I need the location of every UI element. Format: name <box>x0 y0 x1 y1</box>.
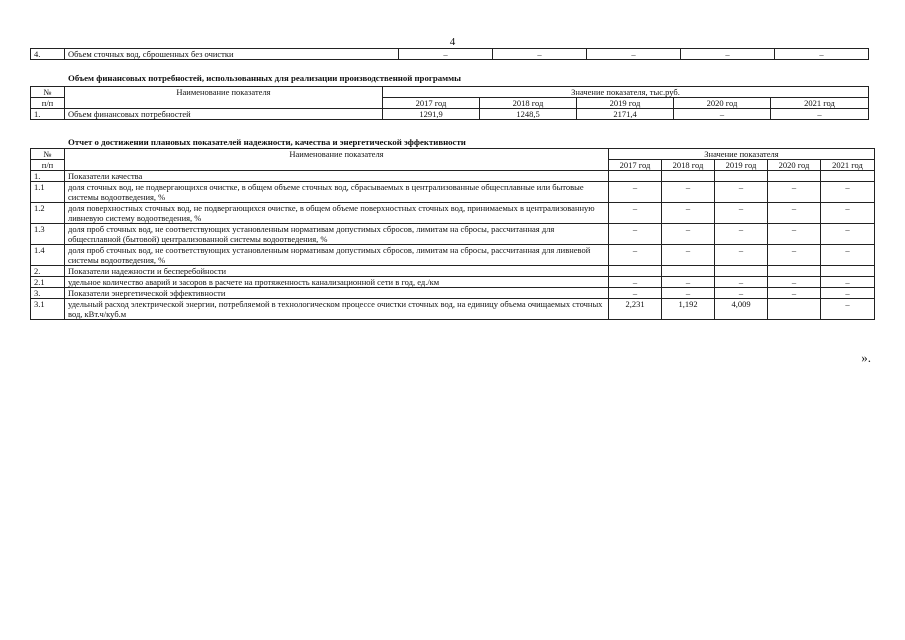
value-cell <box>609 171 662 182</box>
value-cell: – <box>768 245 821 266</box>
table-row <box>31 266 875 277</box>
value-cell: – <box>493 49 587 60</box>
row-name: удельный расход электрической энергии, потребляемой в технологическом процессе очистки сточных вод, на единицу объема очищаемых сточных вод, кВт.ч/куб.м <box>65 299 609 320</box>
value-cell: – <box>768 182 821 203</box>
value-cell: – <box>662 182 715 203</box>
value-cell <box>821 171 875 182</box>
table-row <box>31 171 875 182</box>
financial-table <box>30 86 869 120</box>
value-cell <box>768 266 821 277</box>
value-cell: – <box>768 288 821 299</box>
value-cell: – <box>821 203 875 224</box>
value-cell: – <box>715 203 768 224</box>
value-group-header: Значение показателя, тыс.руб. <box>383 87 869 98</box>
value-cell: – <box>662 224 715 245</box>
section-name: Показатели качества <box>65 171 609 182</box>
row-number: 1.1 <box>31 182 65 203</box>
value-cell: – <box>609 182 662 203</box>
value-cell: – <box>715 277 768 288</box>
value-cell <box>715 171 768 182</box>
row-name: доля проб сточных вод, не соответствующих установленным нормативам допустимых сбросов, лимитам на сбросы, рассчитанная для ливневой системы водоотведения, % <box>65 245 609 266</box>
page-number: 4 <box>449 36 456 48</box>
year-header: 2017 год <box>383 98 480 109</box>
value-group-header: Значение показателя <box>609 149 875 160</box>
report-body <box>31 171 875 320</box>
financial-title: Объем финансовых потребностей, использованных для реализации производственной программы <box>68 73 461 83</box>
section-name: Показатели надежности и бесперебойности <box>65 266 609 277</box>
value-cell <box>609 266 662 277</box>
value-cell <box>768 171 821 182</box>
value-cell <box>821 266 875 277</box>
row-number: 1.4 <box>31 245 65 266</box>
row-name: доля поверхностных сточных вод, не подвергающихся очистке, в общем объеме поверхностных сточных вод, принимаемых в централизованную ливневую систему водоотведения, % <box>65 203 609 224</box>
col-name-header: Наименование показателя <box>65 87 383 109</box>
value-cell: – <box>715 182 768 203</box>
row-number: 1. <box>31 109 65 120</box>
table-row <box>31 224 875 245</box>
value-cell: 4,009 <box>715 299 768 320</box>
col-num-header-2: п/п <box>31 98 65 109</box>
value-cell: – <box>715 245 768 266</box>
row-number: 2.1 <box>31 277 65 288</box>
value-cell: – <box>821 288 875 299</box>
value-cell: – <box>821 224 875 245</box>
year-header: 2019 год <box>577 98 674 109</box>
year-header: 2021 год <box>821 160 875 171</box>
table-row <box>31 245 875 266</box>
row-name: доля сточных вод, не подвергающихся очистке, в общем объеме сточных вод, сбрасываемых в централизованные общесплавные или бытовые системы водоотведения, % <box>65 182 609 203</box>
value-cell: – <box>587 49 681 60</box>
value-cell: 2,231 <box>609 299 662 320</box>
value-cell: – <box>821 182 875 203</box>
header-row <box>31 87 869 98</box>
value-cell: – <box>821 245 875 266</box>
value-cell: 1248,5 <box>480 109 577 120</box>
continuation-table <box>30 48 869 60</box>
year-header: 2018 год <box>662 160 715 171</box>
value-cell: 2171,4 <box>577 109 674 120</box>
value-cell: – <box>768 224 821 245</box>
value-cell: – <box>662 277 715 288</box>
value-cell: – <box>768 277 821 288</box>
value-cell: – <box>771 109 869 120</box>
value-cell <box>768 299 821 320</box>
row-number: 1.2 <box>31 203 65 224</box>
table-row <box>31 288 875 299</box>
row-name: Объем сточных вод, сброшенных без очистки <box>65 49 399 60</box>
table-row <box>31 277 875 288</box>
year-header: 2020 год <box>768 160 821 171</box>
value-cell <box>662 171 715 182</box>
table-row <box>31 182 875 203</box>
value-cell: – <box>715 224 768 245</box>
value-cell: – <box>821 299 875 320</box>
table-row <box>31 49 869 60</box>
value-cell: – <box>609 224 662 245</box>
row-number: 2. <box>31 266 65 277</box>
value-cell: – <box>609 203 662 224</box>
value-cell: – <box>662 203 715 224</box>
value-cell: – <box>399 49 493 60</box>
value-cell: 1,192 <box>662 299 715 320</box>
col-num-header: № <box>31 149 65 160</box>
row-name: Объем финансовых потребностей <box>65 109 383 120</box>
value-cell: – <box>768 203 821 224</box>
value-cell <box>662 266 715 277</box>
row-number: 3.1 <box>31 299 65 320</box>
value-cell: – <box>821 277 875 288</box>
value-cell: – <box>609 288 662 299</box>
year-header: 2017 год <box>609 160 662 171</box>
table-row <box>31 203 875 224</box>
value-cell: – <box>662 245 715 266</box>
year-header: 2020 год <box>674 98 771 109</box>
report-title: Отчет о достижении плановых показателей надежности, качества и энергетической эффективности <box>68 137 466 147</box>
row-name: доля проб сточных вод, не соответствующих установленным нормативам допустимых сбросов, лимитам на сбросы, рассчитанная для общесплавной (бытовой) централизованной системы водоотведения, % <box>65 224 609 245</box>
col-num-header: № <box>31 87 65 98</box>
value-cell: – <box>609 245 662 266</box>
value-cell: – <box>775 49 869 60</box>
year-header: 2018 год <box>480 98 577 109</box>
value-cell <box>715 266 768 277</box>
section-name: Показатели энергетической эффективности <box>65 288 609 299</box>
year-header: 2021 год <box>771 98 869 109</box>
col-num-header-2: п/п <box>31 160 65 171</box>
row-number: 4. <box>31 49 65 60</box>
value-cell: – <box>681 49 775 60</box>
report-table <box>30 148 875 320</box>
value-cell: 1291,9 <box>383 109 480 120</box>
header-row <box>31 149 875 160</box>
value-cell: – <box>662 288 715 299</box>
year-header: 2019 год <box>715 160 768 171</box>
row-number: 1. <box>31 171 65 182</box>
col-name-header: Наименование показателя <box>65 149 609 171</box>
row-number: 3. <box>31 288 65 299</box>
value-cell: – <box>674 109 771 120</box>
table-row <box>31 109 869 120</box>
table-row <box>31 299 875 320</box>
value-cell: – <box>715 288 768 299</box>
closing-quote-mark: ». <box>861 350 871 365</box>
row-name: удельное количество аварий и засоров в расчете на протяженность канализационной сети в год, ед./км <box>65 277 609 288</box>
row-number: 1.3 <box>31 224 65 245</box>
value-cell: – <box>609 277 662 288</box>
